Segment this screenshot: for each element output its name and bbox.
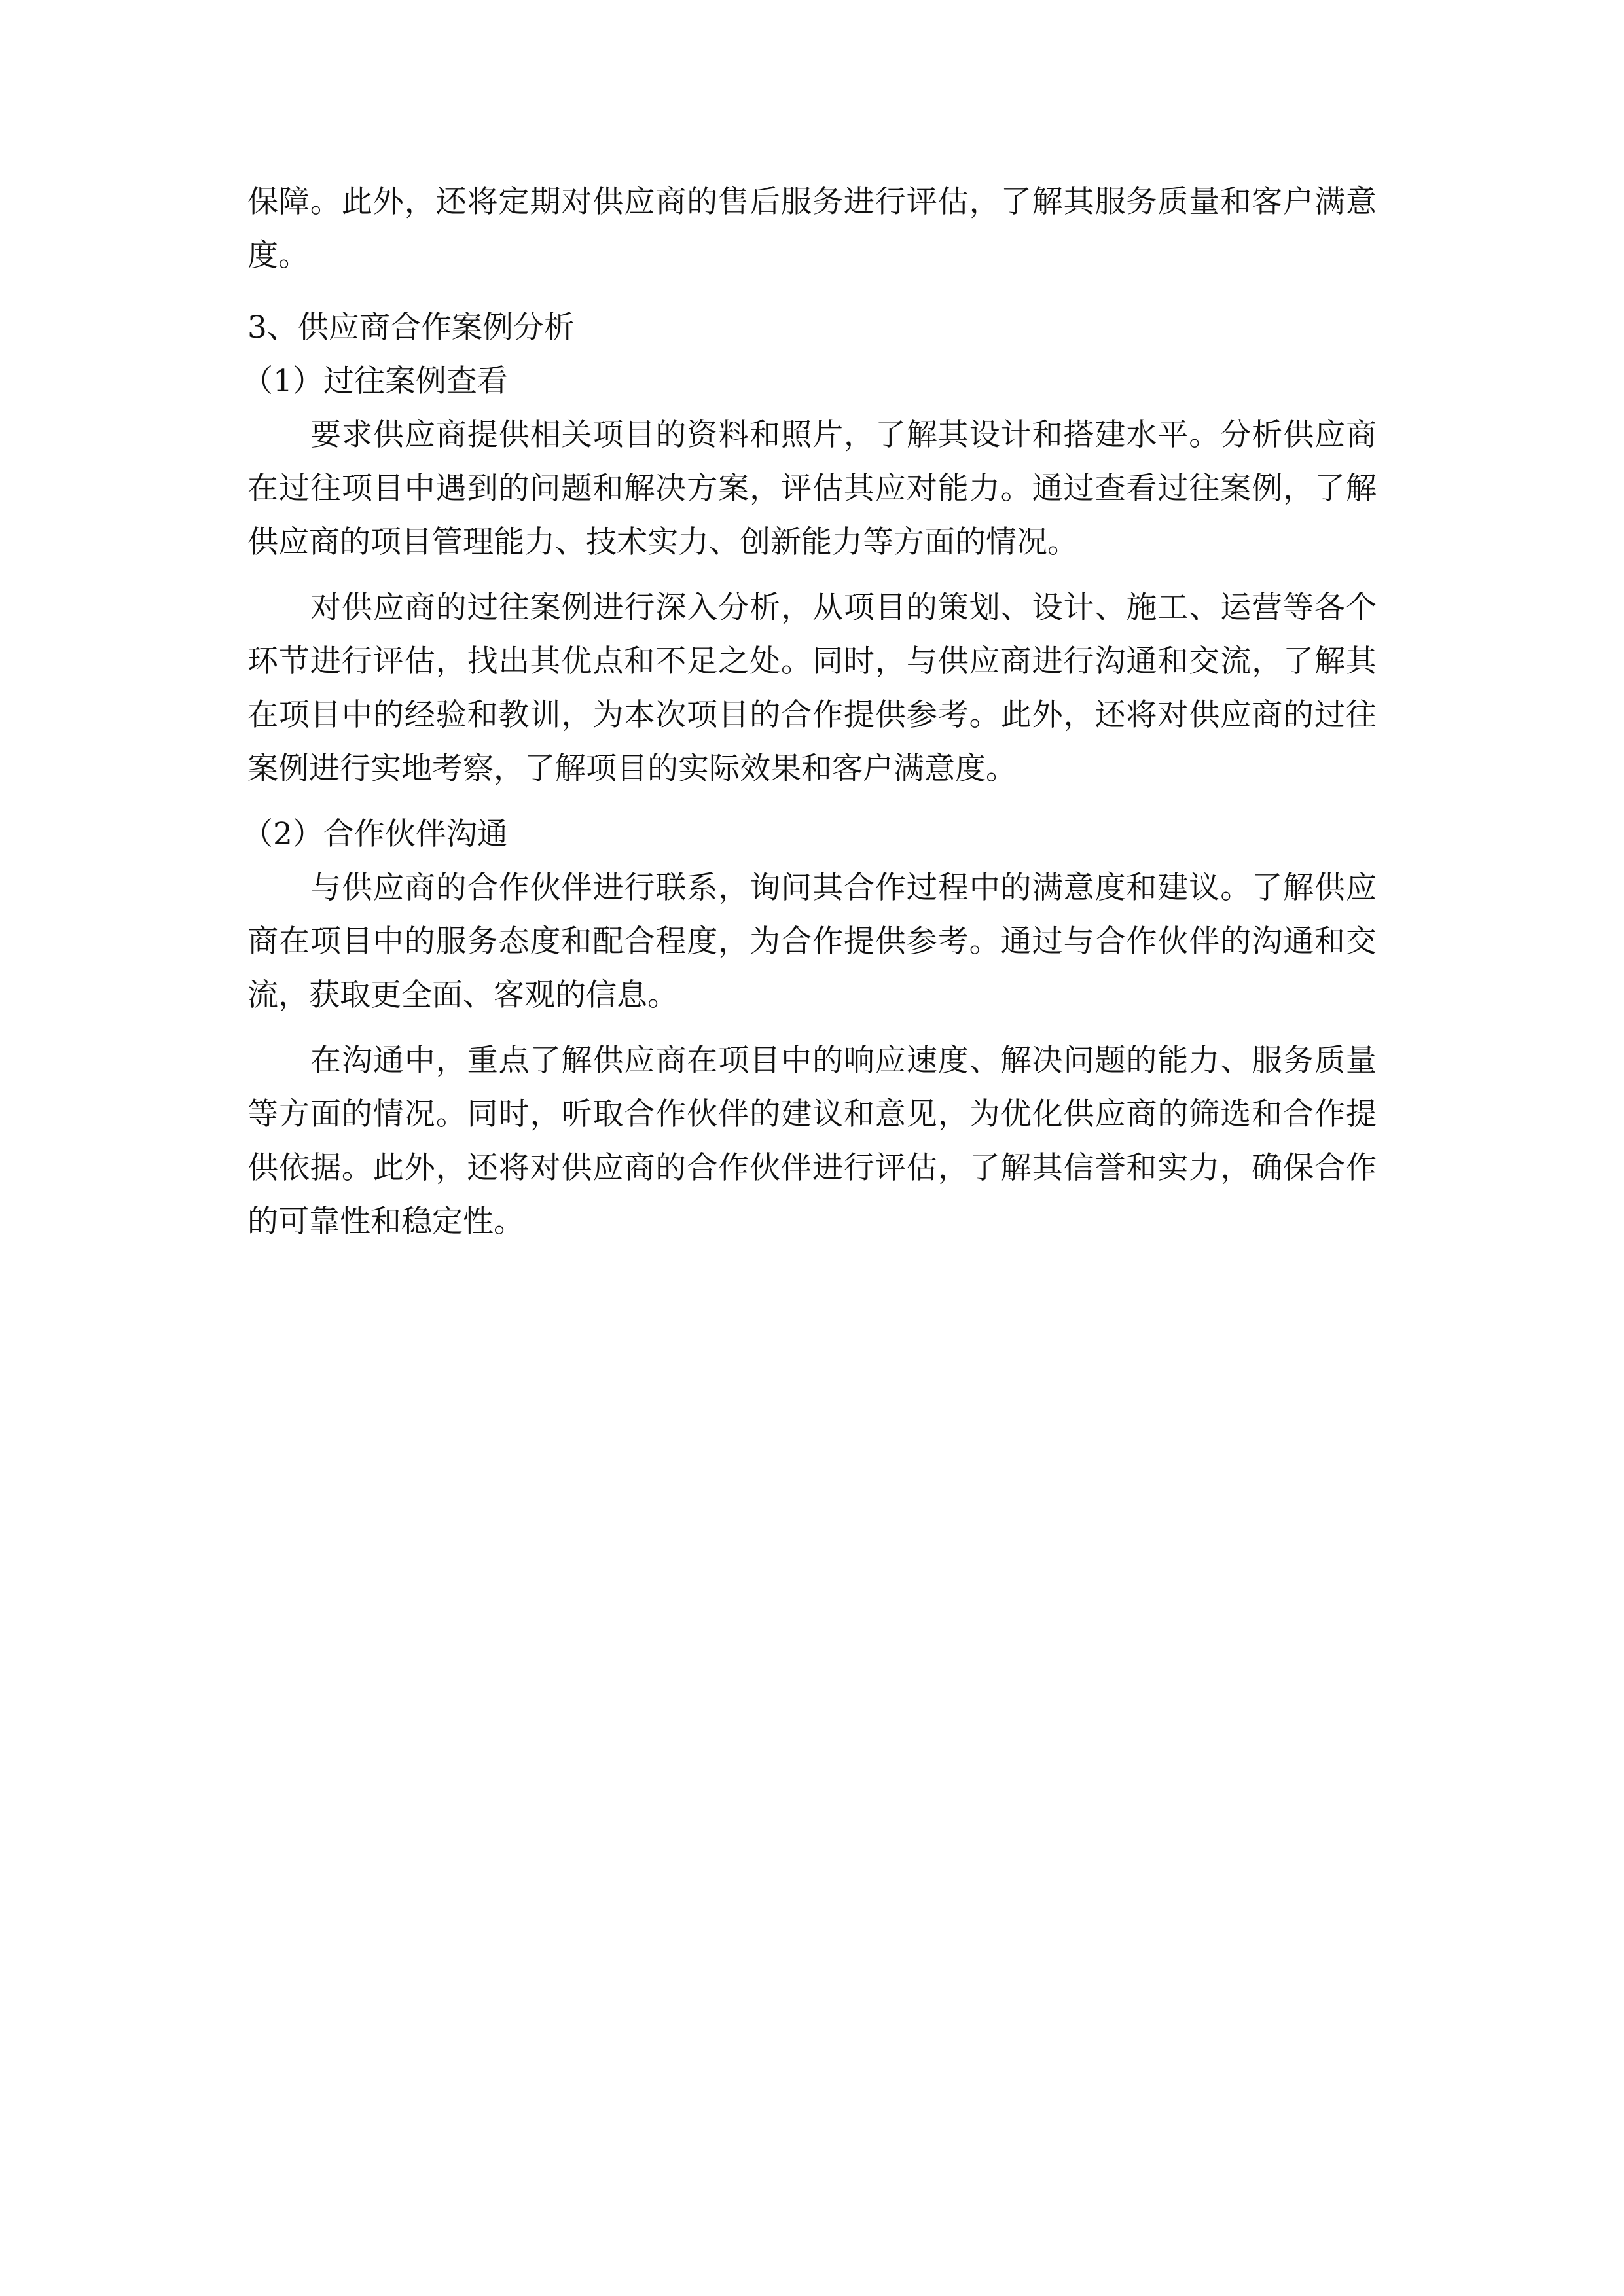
paragraph-partner-communication-1: 与供应商的合作伙伴进行联系，询问其合作过程中的满意度和建议。了解供应商在项目中的服务态度和配合程度，为合作提供参考。通过与合作伙伴的沟通和交流，获取更全面、客观的信息。 <box>247 870 1377 1013</box>
document-body <box>242 175 1377 1261</box>
section-heading: 3、供应商合作案例分析 <box>247 310 575 346</box>
paragraph-past-cases-2: 对供应商的过往案例进行深入分析，从项目的策划、设计、施工、运营等各个环节进行评估，找出其优点和不足之处。同时，与供应商进行沟通和交流，了解其在项目中的经验和教训，为本次项目的合作提供参考。此外，还将对供应商的过往案例进行实地考察，了解项目的实际效果和客户满意度。 <box>247 590 1377 787</box>
subsection-heading-partner-communication: （2）合作伙伴沟通 <box>242 816 508 852</box>
subsection-heading-past-cases: （1）过往案例查看 <box>242 363 508 399</box>
paragraph-continuation: 保障。此外，还将定期对供应商的售后服务进行评估，了解其服务质量和客户满意度。 <box>247 184 1377 274</box>
paragraph-partner-communication-2: 在沟通中，重点了解供应商在项目中的响应速度、解决问题的能力、服务质量等方面的情况。同时，听取合作伙伴的建议和意见，为优化供应商的筛选和合作提供依据。此外，还将对供应商的合作伙伴进行评估，了解其信誉和实力，确保合作的可靠性和稳定性。 <box>247 1043 1377 1240</box>
paragraph-past-cases-1: 要求供应商提供相关项目的资料和照片，了解其设计和搭建水平。分析供应商在过往项目中遇到的问题和解决方案，评估其应对能力。通过查看过往案例，了解供应商的项目管理能力、技术实力、创新能力等方面的情况。 <box>247 417 1377 560</box>
